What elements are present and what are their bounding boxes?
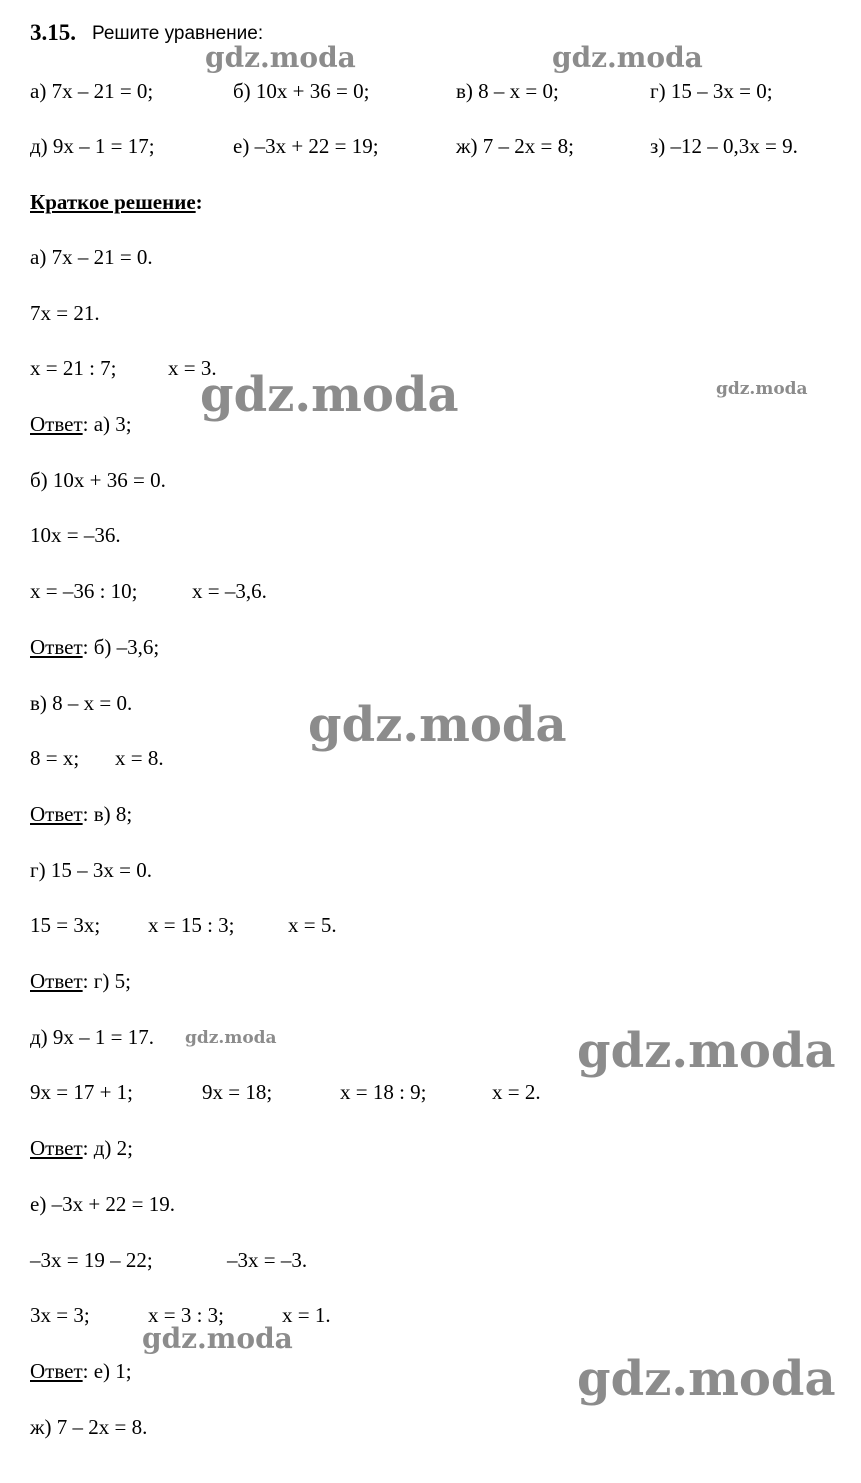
task-d: д) 9x – 1 = 17; [30, 134, 155, 158]
solution-e-step2-part3: x = 1. [282, 1303, 331, 1327]
watermark: gdz.moda [552, 41, 703, 74]
answer-label: Ответ [30, 1359, 83, 1383]
task-g: г) 15 – 3x = 0; [650, 79, 773, 103]
solution-d-step1-part4: x = 2. [492, 1080, 541, 1104]
answer-value: : г) 5; [82, 969, 131, 993]
solution-heading-colon: : [195, 190, 203, 214]
problem-number: 3.15. [30, 20, 76, 45]
solution-e-step1-part1: –3x = 19 – 22; [30, 1248, 153, 1272]
watermark: gdz.moda [200, 367, 459, 423]
solution-b-step1: 10x = –36. [30, 523, 121, 547]
solution-b-answer [30, 635, 159, 659]
watermark: gdz.moda [716, 379, 808, 399]
solution-d-step1-part2: 9x = 18; [202, 1080, 273, 1104]
solution-d-answer [30, 1136, 133, 1160]
solution-e-step1-part2: –3x = –3. [227, 1248, 308, 1272]
answer-label: Ответ [30, 412, 83, 436]
task-v: в) 8 – x = 0; [456, 79, 559, 103]
solution-v-step1-part2: x = 8. [115, 746, 164, 770]
watermark: gdz.moda [308, 697, 567, 753]
answer-label: Ответ [30, 635, 83, 659]
watermark: gdz.moda [142, 1322, 293, 1355]
solution-d-step1-part1: 9x = 17 + 1; [30, 1080, 134, 1104]
answer-value: : е) 1; [82, 1359, 132, 1383]
solution-zh-equation: ж) 7 – 2x = 8. [30, 1415, 148, 1439]
solution-b-equation: б) 10x + 36 = 0. [30, 468, 166, 492]
task-z: з) –12 – 0,3x = 9. [650, 134, 798, 158]
solution-g-answer [30, 969, 131, 993]
solution-v-answer [30, 802, 132, 826]
watermark: gdz.moda [577, 1351, 836, 1407]
answer-value: : д) 2; [82, 1136, 133, 1160]
watermark: gdz.moda [185, 1028, 277, 1048]
watermark: gdz.moda [205, 41, 356, 74]
solution-g-step1-part1: 15 = 3x; [30, 913, 101, 937]
solution-b-step2-part1: x = –36 : 10; [30, 579, 138, 603]
answer-value: : в) 8; [82, 802, 133, 826]
solution-e-step2-part2: x = 3 : 3; [148, 1303, 225, 1327]
solution-v-equation: в) 8 – x = 0. [30, 691, 133, 715]
solution-g-step1-part3: x = 5. [288, 913, 337, 937]
solution-e-step2-part1: 3x = 3; [30, 1303, 90, 1327]
task-b: б) 10x + 36 = 0; [233, 79, 370, 103]
answer-value: : а) 3; [82, 412, 132, 436]
solution-e-answer [30, 1359, 132, 1383]
answer-label: Ответ [30, 802, 83, 826]
watermark: gdz.moda [577, 1023, 836, 1079]
solution-d-step1-part3: x = 18 : 9; [340, 1080, 427, 1104]
solution-b-step2-part2: x = –3,6. [192, 579, 267, 603]
solution-a-step2-part2: x = 3. [168, 356, 217, 380]
solution-a-step1: 7x = 21. [30, 301, 100, 325]
problem-instruction: Решите уравнение: [92, 23, 264, 44]
solution-e-equation: е) –3x + 22 = 19. [30, 1192, 176, 1216]
task-e: е) –3x + 22 = 19; [233, 134, 379, 158]
solution-g-step1-part2: x = 15 : 3; [148, 913, 235, 937]
solution-heading-text: Краткое решение [30, 190, 196, 214]
answer-label: Ответ [30, 1136, 83, 1160]
task-zh: ж) 7 – 2x = 8; [456, 134, 574, 158]
solution-a-equation: а) 7x – 21 = 0. [30, 245, 153, 269]
solution-heading [30, 190, 203, 214]
solution-g-equation: г) 15 – 3x = 0. [30, 858, 152, 882]
task-a: а) 7x – 21 = 0; [30, 79, 154, 103]
solution-a-answer [30, 412, 132, 436]
answer-value: : б) –3,6; [82, 635, 160, 659]
solution-v-step1-part1: 8 = x; [30, 746, 80, 770]
solution-a-step2-part1: x = 21 : 7; [30, 356, 117, 380]
solution-d-equation: д) 9x – 1 = 17. [30, 1025, 155, 1049]
answer-label: Ответ [30, 969, 83, 993]
